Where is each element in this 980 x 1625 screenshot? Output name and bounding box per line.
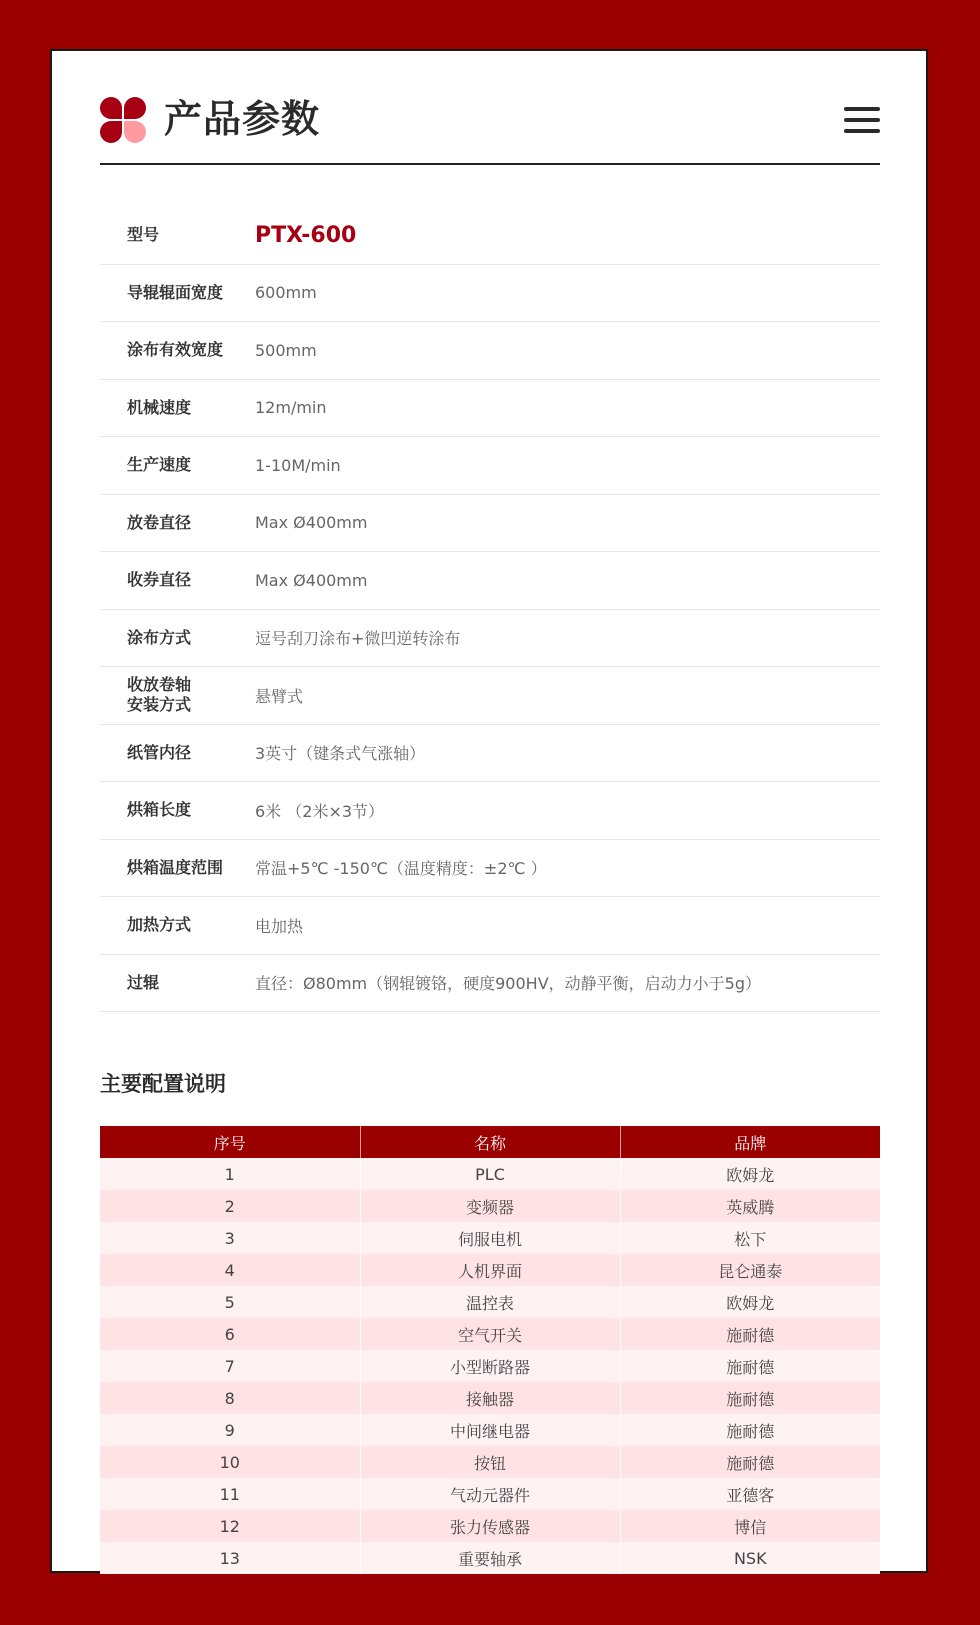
- spec-value: 3英寸（键条式气涨轴）: [255, 744, 426, 763]
- spec-label: 收券直径: [127, 570, 192, 589]
- config-cell-index: 9: [100, 1414, 360, 1446]
- spec-label: 纸管内径: [127, 742, 192, 762]
- config-cell-brand: 施耐德: [620, 1446, 880, 1478]
- table-row: [100, 1190, 880, 1222]
- config-cell-name: 重要轴承: [360, 1542, 620, 1574]
- page-header: [100, 97, 880, 165]
- config-cell-name: 温控表: [360, 1286, 620, 1318]
- config-cell-index: 12: [100, 1510, 360, 1542]
- config-cell-name: 空气开关: [360, 1318, 620, 1350]
- spec-label: 型号: [127, 225, 160, 244]
- table-row: [100, 1382, 880, 1414]
- table-row: [100, 1254, 880, 1286]
- config-cell-name: 变频器: [360, 1190, 620, 1222]
- spec-value: 常温+5℃ -150℃（温度精度：±2℃ ）: [255, 859, 547, 878]
- spec-label: 烘箱长度: [127, 800, 192, 819]
- spec-row: [100, 265, 880, 323]
- clover-logo-icon: [100, 97, 146, 143]
- config-header-name: 名称: [360, 1126, 620, 1158]
- config-cell-brand: 英威腾: [620, 1190, 880, 1222]
- config-cell-name: 气动元器件: [360, 1478, 620, 1510]
- spec-value: 500mm: [255, 340, 317, 360]
- spec-value: 悬臂式: [255, 686, 304, 706]
- config-cell-name: 中间继电器: [360, 1414, 620, 1446]
- spec-label: 导辊辊面宽度: [127, 282, 224, 302]
- config-cell-name: 伺服电机: [360, 1222, 620, 1254]
- spec-value: Max Ø400mm: [255, 570, 368, 590]
- config-cell-brand: 松下: [620, 1222, 880, 1254]
- config-cell-index: 13: [100, 1542, 360, 1574]
- config-cell-brand: 欧姆龙: [620, 1158, 880, 1190]
- config-header-index: 序号: [100, 1126, 360, 1158]
- config-cell-name: 张力传感器: [360, 1510, 620, 1542]
- config-cell-brand: NSK: [620, 1542, 880, 1574]
- spec-row: [100, 322, 880, 380]
- table-row: [100, 1222, 880, 1254]
- spec-row: [100, 495, 880, 553]
- config-cell-index: 1: [100, 1158, 360, 1190]
- spec-value: 直径：Ø80mm（钢辊镀铬，硬度900HV，动静平衡，启动力小于5g）: [255, 974, 761, 993]
- spec-value: 逗号刮刀涂布+微凹逆转涂布: [255, 629, 461, 648]
- spec-row: [100, 667, 880, 725]
- table-row: [100, 1510, 880, 1542]
- config-cell-index: 4: [100, 1254, 360, 1286]
- spec-label: 涂布方式: [127, 627, 192, 647]
- spec-label: 烘箱温度范围: [127, 857, 224, 877]
- spec-value: 1-10M/min: [255, 455, 341, 475]
- spec-value: 12m/min: [255, 398, 327, 417]
- spec-value: Max Ø400mm: [255, 513, 368, 532]
- config-cell-index: 8: [100, 1382, 360, 1414]
- config-cell-index: 5: [100, 1286, 360, 1318]
- spec-label: 收放卷轴 安装方式: [127, 675, 192, 714]
- spec-row: [100, 782, 880, 840]
- config-cell-brand: 博信: [620, 1510, 880, 1542]
- config-header-brand: 品牌: [620, 1126, 880, 1158]
- spec-label: 放卷直径: [127, 512, 192, 532]
- config-cell-index: 7: [100, 1350, 360, 1382]
- spec-value: 600mm: [255, 283, 317, 302]
- spec-value: PTX-600: [255, 222, 357, 248]
- config-cell-brand: 施耐德: [620, 1414, 880, 1446]
- spec-label: 机械速度: [127, 397, 192, 417]
- table-row: [100, 1158, 880, 1190]
- table-row: [100, 1414, 880, 1446]
- config-table: [100, 1126, 880, 1574]
- table-row: [100, 1446, 880, 1478]
- config-cell-index: 10: [100, 1446, 360, 1478]
- spec-row: [100, 955, 880, 1013]
- config-cell-name: 人机界面: [360, 1254, 620, 1286]
- page-title: 产品参数: [164, 97, 321, 141]
- config-cell-brand: 亚德客: [620, 1478, 880, 1510]
- config-cell-name: PLC: [360, 1158, 620, 1190]
- config-cell-name: 按钮: [360, 1446, 620, 1478]
- spec-row: [100, 840, 880, 898]
- product-card: [50, 49, 928, 1573]
- hamburger-menu-icon[interactable]: [844, 107, 880, 135]
- spec-label: 生产速度: [127, 455, 192, 474]
- table-row: [100, 1318, 880, 1350]
- table-row: [100, 1478, 880, 1510]
- config-cell-index: 6: [100, 1318, 360, 1350]
- config-cell-brand: 施耐德: [620, 1350, 880, 1382]
- config-title: 主要配置说明: [100, 1072, 226, 1096]
- table-row: [100, 1286, 880, 1318]
- spec-row: [100, 380, 880, 438]
- config-cell-name: 接触器: [360, 1382, 620, 1414]
- spec-row: [100, 552, 880, 610]
- spec-list: [100, 207, 880, 1012]
- config-cell-brand: 施耐德: [620, 1318, 880, 1350]
- config-header-row: [100, 1126, 880, 1158]
- config-cell-index: 11: [100, 1478, 360, 1510]
- spec-row: [100, 610, 880, 668]
- spec-row: [100, 207, 880, 265]
- config-cell-index: 3: [100, 1222, 360, 1254]
- config-cell-index: 2: [100, 1190, 360, 1222]
- config-cell-brand: 昆仑通泰: [620, 1254, 880, 1286]
- spec-row: [100, 897, 880, 955]
- spec-label: 加热方式: [127, 915, 192, 934]
- spec-value: 电加热: [255, 916, 304, 936]
- config-cell-brand: 欧姆龙: [620, 1286, 880, 1318]
- spec-row: [100, 437, 880, 495]
- table-row: [100, 1350, 880, 1382]
- config-cell-name: 小型断路器: [360, 1350, 620, 1382]
- spec-row: [100, 725, 880, 783]
- spec-value: 6米 （2米×3节）: [255, 801, 385, 821]
- spec-label: 过辊: [127, 972, 160, 992]
- config-cell-brand: 施耐德: [620, 1382, 880, 1414]
- spec-label: 涂布有效宽度: [127, 340, 224, 359]
- table-row: [100, 1542, 880, 1574]
